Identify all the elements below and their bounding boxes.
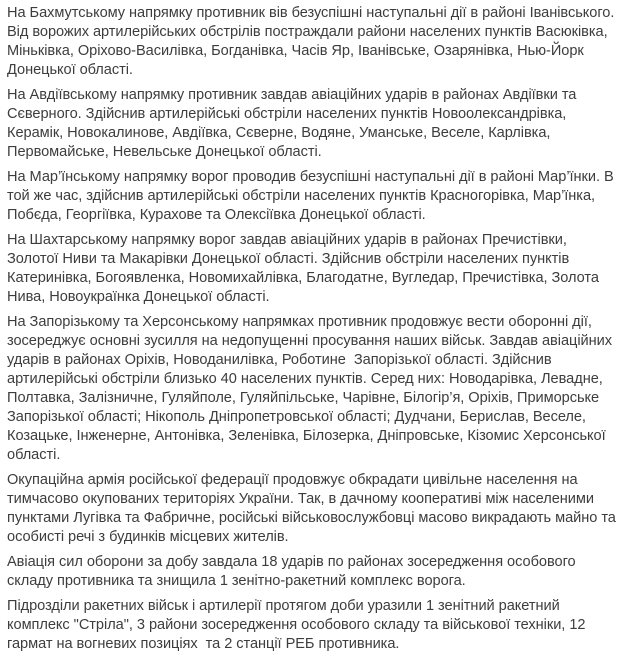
report-paragraph-shakhtarsk: На Шахтарському напрямку ворог завдав авіаційних ударів в районах Пречистівки, Золотої Ниви та Макарівки Донецької області. Здійснив обстріли населених пунктів Катеринівка, Богоявленка, Новомихайлівка, Благодатне, Вугледар, Пречистівка, Золота Нива, Новоукраїнка Донецької області. (7, 232, 603, 305)
report-paragraph-occupation-looting: Окупаційна армія російської федерації продовжує обкрадати цивільне населення на тимчасово окупованих територіях України. Так, в дачному кооперативі між населеними пунктами Лугівка та Фабричне, російські військовослужбовці масово викрадають майно та особисті речі з будинків місцевих жителів. (7, 472, 620, 545)
report-paragraph-aviation-strikes: Авіація сил оборони за добу завдала 18 ударів по районах зосередження особового складу противника та знищила 1 зенітно-ракетний комплекс ворога. (7, 554, 580, 589)
report-paragraph-marinka: На Мар’їнському напрямку ворог проводив безуспішні наступальні дії в районі Мар’їнки. В той же час, здійснив артилерійські обстріли населених пунктів Красногорівка, Мар’їнка, Побєда, Георгіївка, Курахове та Олексіївка Донецької області. (7, 169, 618, 223)
report-paragraph-rocket-artillery: Підрозділи ракетних військ і артилерії протягом доби уразили 1 зенітний ракетний комплекс "Стріла", 3 райони зосередження особового складу та військової техніки, 12 гармат на вогневих позиціях та 2 станції РЕБ противника. (7, 598, 590, 652)
report-paragraph-avdiivka: На Авдіївському напрямку противник завдав авіаційних ударів в районах Авдіївки та Сєверного. Здійснив артилерійські обстріли населених пунктів Новоолександрівка, Керамік, Новокалинове, Авдіївка, Сєверне, Водяне, Уманське, Веселе, Карлівка, Первомайське, Невельське Донецької області. (7, 87, 581, 160)
report-paragraph-bakhmut: На Бахмутському напрямку противник вів безуспішні наступальні дії в районі Іванівського. Від ворожих артилерійських обстрілів постраждали райони населених пунктів Васюківка, Міньківка, Оріхово-Василівка, Богданівка, Часів Яр, Іванівське, Озарянівка, Нью-Йорк Донецької області. (7, 5, 619, 78)
report-paragraph-zaporizhzhia-kherson: На Запорізькому та Херсонському напрямках противник продовжує вести оборонні дії, зосереджує основні зусилля на недопущенні просування наших військ. Завдав авіаційних ударів в районах Оріхів, Новоданилівка, Роботине Запорізької області. Здійснив артилерійські обстріли близько 40 населених пунктів. Серед них: Новодарівка, Левадне, Полтавка, Залізничне, Гуляйполе, Гуляйпільське, Чарівне, Білогір’я, Оріхів, Приморське Запорізької області; Нікополь Дніпропетровської області; Дудчани, Берислав, Веселе, Козацьке, Інженерне, Антонівка, Зеленівка, Білозерка, Дніпровське, Кізомис Херсонської області. (7, 314, 616, 463)
